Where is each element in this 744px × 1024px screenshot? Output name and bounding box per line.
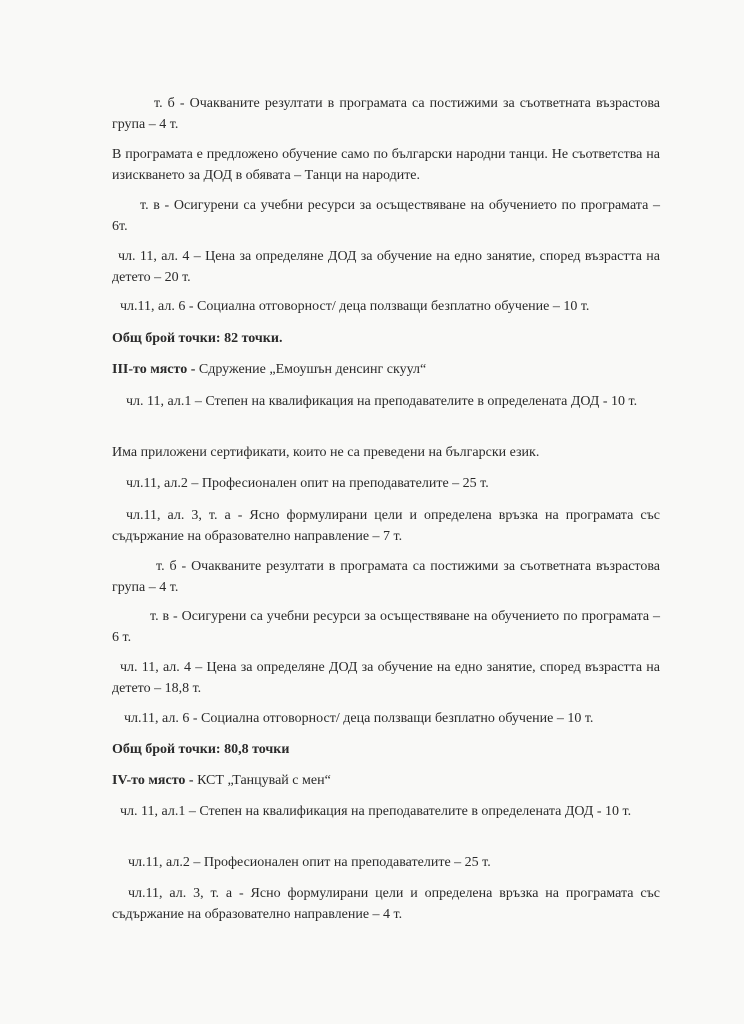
criterion-goals: чл.11, ал. 3, т. а - Ясно формулирани цели и определена връзка на програмата със съдържание на образователно направление – 4 т. xyxy=(112,886,660,922)
place-label: III-то място - xyxy=(112,362,196,377)
criterion-price: чл. 11, ал. 4 – Цена за определяне ДОД за обучение на едно занятие, според възрастта на детето – 18,8 т. xyxy=(112,660,660,696)
criterion-learning-resources: т. в - Осигурени са учебни ресурси за осъществяване на обучението по програмата – 6т. xyxy=(112,198,660,234)
criterion-learning-resources: т. в - Осигурени са учебни ресурси за осъществяване на обучението по програмата – 6 т. xyxy=(112,609,660,645)
place-heading-third xyxy=(112,359,660,380)
criterion-social-responsibility: чл.11, ал. 6 - Социална отговорност/ деца ползващи безплатно обучение – 10 т. xyxy=(120,299,590,314)
organization-name: Сдружение „Емоушън денсинг скуул“ xyxy=(195,362,427,377)
place-heading-fourth xyxy=(112,770,660,791)
organization-name: КСТ „Танцувай с мен“ xyxy=(193,773,331,788)
criterion-qualification: чл. 11, ал.1 – Степен на квалификация на преподавателите в определената ДОД - 10 т. xyxy=(126,394,638,409)
note-folk-dances: В програмата е предложено обучение само по български народни танци. Не съответства на изискването за ДОД в обявата – Танци на народите. xyxy=(112,147,660,183)
note-certificates: Има приложени сертификати, които не са преведени на български език. xyxy=(112,445,540,460)
criterion-price: чл. 11, ал. 4 – Цена за определяне ДОД за обучение на едно занятие, според възрастта на детето – 20 т. xyxy=(112,249,660,285)
place-label: IV-то място - xyxy=(112,773,194,788)
criterion-expected-results: т. б - Очакваните резултати в програмата са постижими за съответната възрастова група – 4 т. xyxy=(112,559,660,595)
criterion-expected-results: т. б - Очакваните резултати в програмата са постижими за съответната възрастова група – 4 т. xyxy=(112,96,660,132)
criterion-experience: чл.11, ал.2 – Професионален опит на преподавателите – 25 т. xyxy=(128,855,491,870)
criterion-qualification: чл. 11, ал.1 – Степен на квалификация на преподавателите в определената ДОД - 10 т. xyxy=(120,804,632,819)
criterion-goals: чл.11, ал. 3, т. а - Ясно формулирани цели и определена връзка на програмата със съдържание на образователно направление – 7 т. xyxy=(112,508,660,544)
total-points: Общ брой точки: 80,8 точки xyxy=(112,742,290,757)
criterion-experience: чл.11, ал.2 – Професионален опит на преподавателите – 25 т. xyxy=(126,476,489,491)
total-points: Общ брой точки: 82 точки. xyxy=(112,331,283,346)
criterion-social-responsibility: чл.11, ал. 6 - Социална отговорност/ деца ползващи безплатно обучение – 10 т. xyxy=(124,711,594,726)
